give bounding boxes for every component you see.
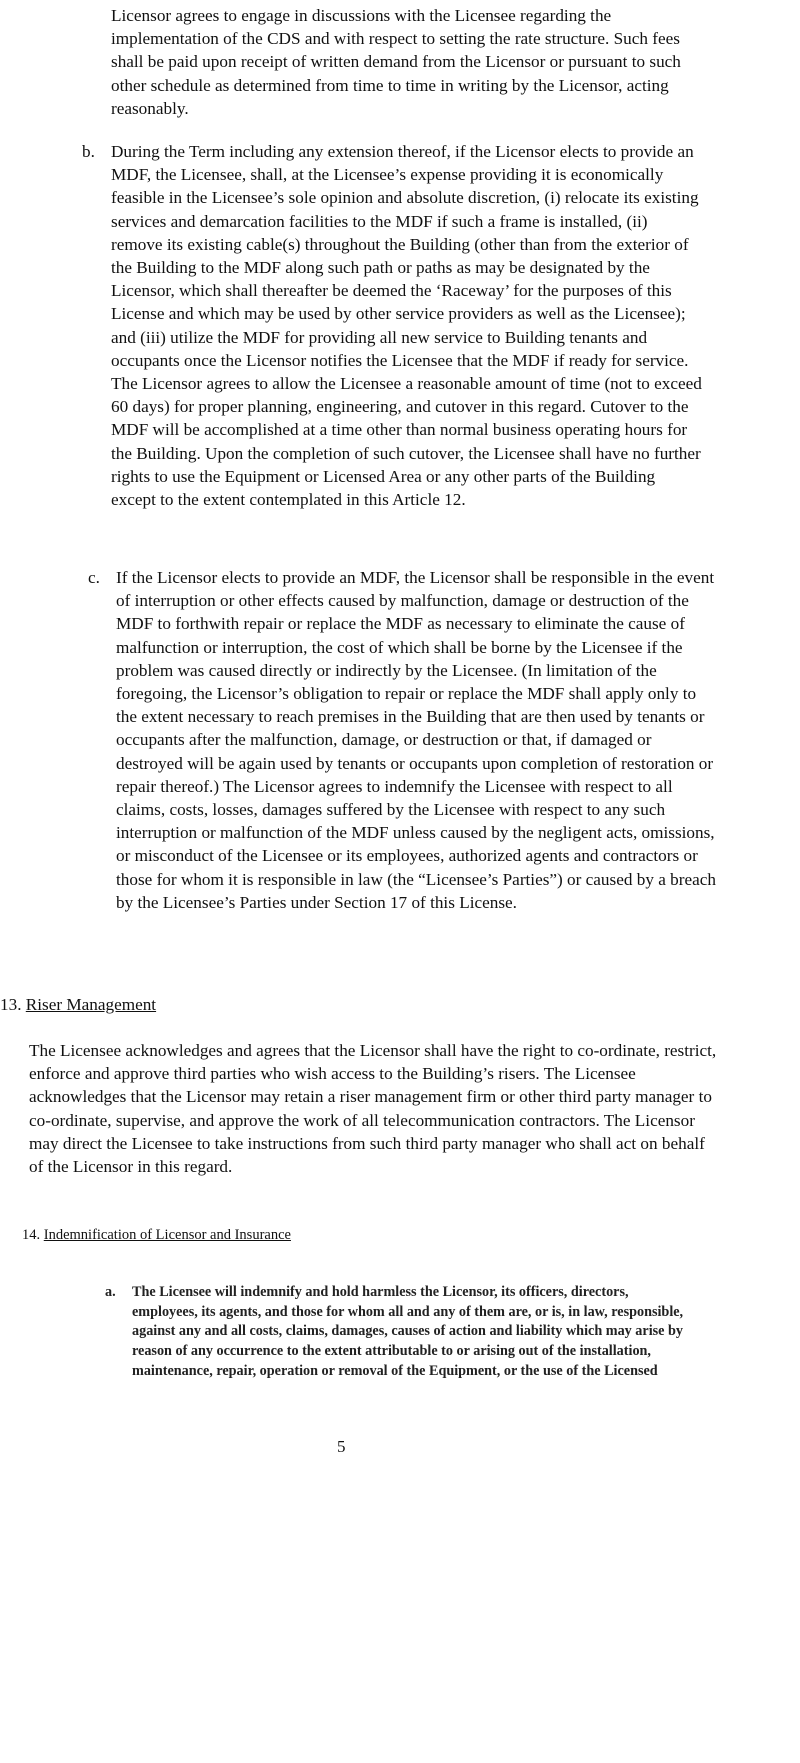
section-14-heading [22,1225,291,1245]
section-13-title: Riser Management [25,995,157,1014]
section-14-number: 14. [22,1227,41,1243]
section-14-item-a-marker: a. [105,1284,116,1300]
section-14-item-a-paragraph: The Licensee will indemnify and hold harmless the Licensor, its officers, directors, employees, its agents, and those for whom all and any of them are, or is, in law, responsible, against any and all costs, claims, damages, causes of action and liability which may arise by reason of any occurrence to the extent attributable to or arising out of the installation, maintenance, repair, operation or removal of the Equipment, or the use of the Licensed [132,1284,684,1379]
item-c-paragraph: If the Licensor elects to provide an MDF, the Licensor shall be responsible in the event of interruption or other effects caused by malfunction, damage or destruction of the MDF to forthwith repair or replace the MDF as necessary to eliminate the cause of malfunction or interruption, the cost of which shall be borne by the Licensee if the problem was caused directly or indirectly by the Licensee. (In limitation of the foregoing, the Licensor’s obligation to repair or replace the MDF shall apply only to the extent necessary to reach premises in the Building that are then used by tenants or occupants after the malfunction, damage, or destruction or that, if damaged or destroyed will be again used by tenants or occupants upon completion of restoration or repair thereof.) The Licensor agrees to indemnify the Licensee with respect to all claims, costs, losses, damages suffered by the Licensee with respect to any such interruption or malfunction of the MDF unless caused by the negligent acts, omissions, or misconduct of the Licensee or its employees, authorized agents and contractors or those for whom it is responsible in law (the “Licensee’s Parties”) or caused by a breach by the Licensee’s Parties under Section 17 of this License. [116,568,716,912]
section-13-heading [0,993,156,1016]
item-b-marker: b. [82,142,95,161]
item-c-marker: c. [88,568,100,587]
section-14-title: Indemnification of Licensor and Insurance [43,1227,291,1243]
page-number: 5 [337,1437,346,1456]
item-b-paragraph: During the Term including any extension thereof, if the Licensor elects to provide an MDF, the Licensee, shall, at the Licensee’s expense providing it is economically feasible in the Licensee’s sole opinion and absolute discretion, (i) relocate its existing services and demarcation facilities to the MDF if such a frame is installed, (ii) remove its existing cable(s) throughout the Building (other than from the exterior of the Building to the MDF along such path or paths as may be designated by the Licensor, which shall thereafter be deemed the ‘Raceway’ for the purposes of this License and which may be used by other service providers as well as the Licensee); and (iii) utilize the MDF for providing all new service to Building tenants and occupants once the Licensor notifies the Licensee that the MDF if ready for service. The Licensor agrees to allow the Licensee a reasonable amount of time (not to exceed 60 days) for proper planning, engineering, and cutover in this regard. Cutover to the MDF will be accomplished at a time other than normal business operating hours for the Building. Upon the completion of such cutover, the Licensee shall have no further rights to use the Equipment or Licensed Area or any other parts of the Building except to the extent contemplated in this Article 12. [111,142,702,510]
section-13-number: 13. [0,995,22,1014]
continuation-paragraph: Licensor agrees to engage in discussions with the Licensee regarding the implementation of the CDS and with respect to setting the rate structure. Such fees shall be paid upon receipt of written demand from the Licensor or pursuant to such other schedule as determined from time to time in writing by the Licensor, acting reasonably. [111,6,681,118]
section-13-paragraph: The Licensee acknowledges and agrees that the Licensor shall have the right to co-ordinate, restrict, enforce and approve third parties who wish access to the Building’s risers. The Licensee acknowledges that the Licensor may retain a riser management firm or other third party manager to co-ordinate, supervise, and approve the work of all telecommunication contractors. The Licensor may direct the Licensee to take instructions from such third party manager who shall act on behalf of the Licensor in this regard. [29,1041,717,1177]
